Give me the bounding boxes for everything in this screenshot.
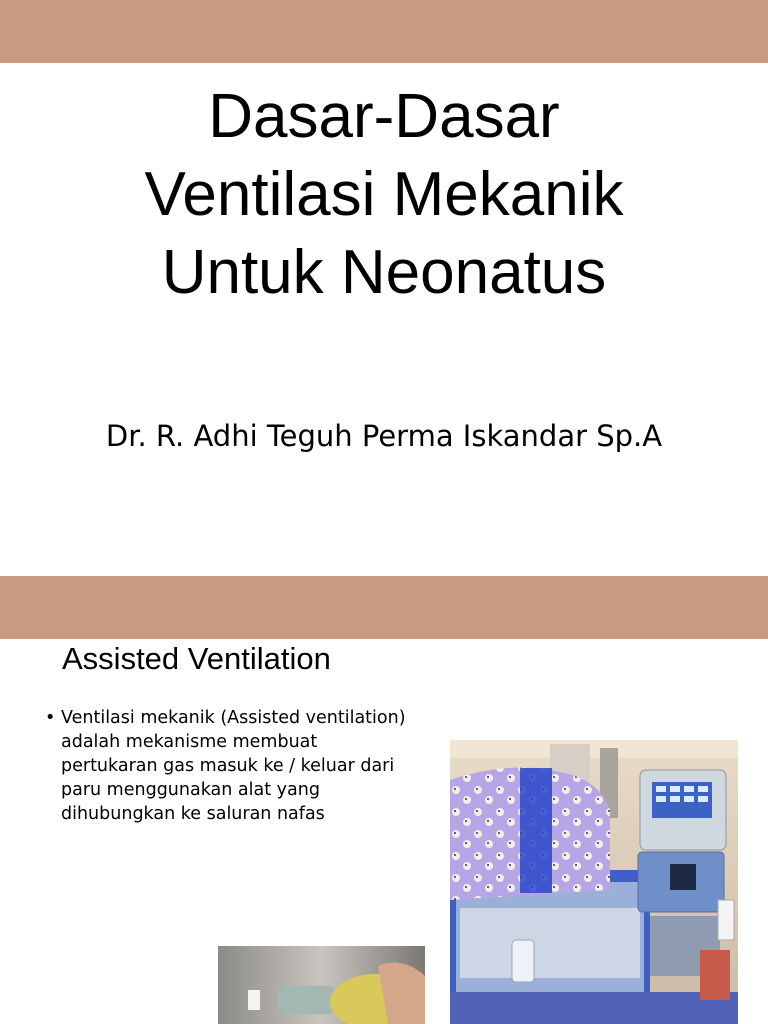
bullet-line: paru menggunakan alat yang	[61, 780, 320, 800]
bullet-icon: •	[45, 708, 56, 728]
section-accent-band	[0, 576, 768, 639]
bullet-line: Ventilasi mekanik (Assisted ventilation)	[61, 708, 406, 728]
bullet-text	[61, 706, 430, 826]
bullet-line: adalah mekanisme membuat	[61, 732, 318, 752]
incubator-ventilator-photo	[450, 740, 738, 1024]
resuscitation-bag-photo	[218, 946, 425, 1024]
bullet-line: dihubungkan ke saluran nafas	[61, 804, 325, 824]
author-subtitle: Dr. R. Adhi Teguh Perma Iskandar Sp.A	[105, 419, 663, 453]
top-accent-band	[0, 0, 768, 63]
title-line: Untuk Neonatus	[161, 238, 607, 307]
title-line: Ventilasi Mekanik	[144, 160, 624, 229]
bullet-point	[45, 706, 430, 826]
slide-title	[0, 78, 768, 312]
bullet-line: pertukaran gas masuk ke / keluar dari	[61, 756, 395, 776]
section-heading: Assisted Ventilation	[62, 641, 331, 676]
title-line: Dasar-Dasar	[208, 82, 560, 151]
